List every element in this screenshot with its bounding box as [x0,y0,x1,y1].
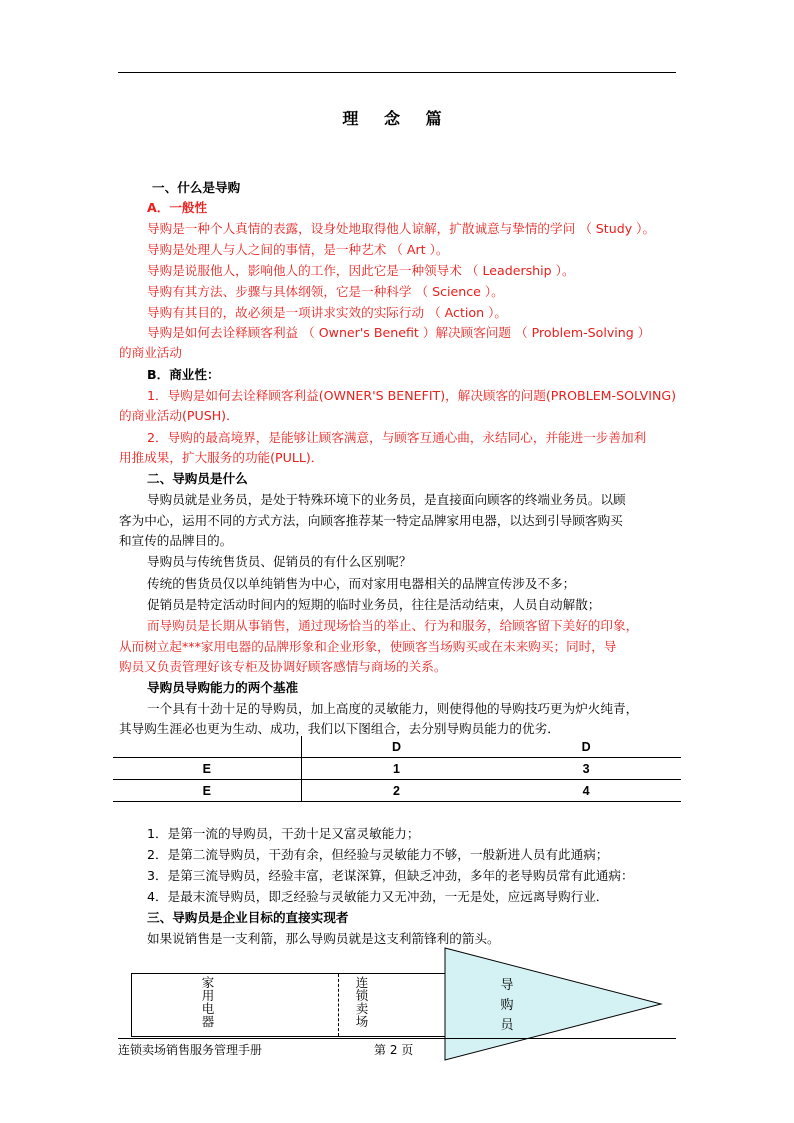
section1-a-line-1: 导购是一种个人真情的表露，设身处地取得他人谅解，扩散诚意与挚情的学问 （ Study ）。 [147,221,656,236]
ability-table-header-corner [113,736,301,758]
arrow-shaft-label-appliances: 家用电器 [201,975,215,1029]
ability-table [113,736,681,802]
section2-line-1: 导购员就是业务员，是处于特殊环境下的业务员，是直接面向顾客的终端业务员。以顾 [147,492,626,507]
section1-a-line-6: 导购是如何去诠释顾客利益 （ Owner's Benefit ）解决顾客问题 （ Problem-Solving ） [147,325,651,340]
arrow-head [444,947,664,1062]
arrow-shaft-divider [338,974,339,1036]
section2-line-3: 和宣传的品牌目的。 [119,533,233,548]
ability-table-cell: 3 [491,758,681,780]
section1-a-line-7: 的商业活动 [119,345,182,360]
section1-b-line-2: 的商业活动(PUSH)． [119,408,239,423]
section2-intro-2: 其导购生涯必也更为生动、成功，我们以下图组合，去分别导购员能力的优劣． [119,721,560,736]
section2-line-2: 客为中心，运用不同的方式方法，向顾客推荐某一特定品牌家用电器，以达到引导顾客购买 [119,513,623,528]
ability-table-header [113,736,681,758]
arrow-head-shape [445,948,661,1060]
arrow-head-label: 导购员 [500,978,514,1033]
header-rule [118,72,676,73]
section2-subheading: 导购员导购能力的两个基准 [147,680,299,695]
footer-page-number: 第 2 页 [374,1043,414,1057]
section1-a-line-5: 导购有其目的，故必须是一项讲求实效的实际行动 （ Action ）。 [147,305,507,320]
page-title: 理 念 篇 [342,109,452,128]
ability-table-row [113,758,681,780]
footer-manual-title: 连锁卖场销售服务管理手册 [118,1043,263,1057]
section1-heading: 一、什么是导购 [152,180,241,195]
section1-b-line-1: 1．导购是如何去诠释顾客利益(OWNER'S BENEFIT)，解决顾客的问题(PROBLEM-SOLVING) [147,388,677,403]
ability-table-header-d2: D [491,736,681,758]
section1-sub-b: B．商业性： [147,367,220,382]
level-item-3: 3．是第三流导购员，经验丰富，老谋深算，但缺乏冲劲，多年的老导购员常有此通病： [147,868,634,883]
section1-a-line-3: 导购是说服他人，影响他人的工作，因此它是一种领导术 （ Leadership ）。 [147,263,575,278]
section2-intro-1: 一个具有十劲十足的导购员，加上高度的灵敏能力，则使得他的导购技巧更为炉火纯青， [147,701,639,716]
footer-rule [118,1038,676,1039]
section1-a-line-2: 导购是处理人与人之间的事情，是一种艺术 （ Art ）。 [147,242,449,257]
section2-red-line-2: 从而树立起***家用电器的品牌形象和企业形象，使顾客当场购买或在未来购买；同时，导 [119,639,617,654]
ability-table-row-label: E [113,780,301,802]
section3-line: 如果说销售是一支利箭，那么导购员就是这支利箭锋利的箭头。 [147,931,500,946]
ability-table-row-label: E [113,758,301,780]
section3-heading: 三、导购员是企业目标的直接实现者 [147,910,349,925]
level-item-2: 2．是第二流导购员，干劲有余，但经验与灵敏能力不够，一般新进人员有此通病； [147,847,609,862]
section1-a-line-4: 导购有其方法、步骤与具体纲领，它是一种科学 （ Science ）。 [147,284,504,299]
section2-line-4: 导购员与传统售货员、促销员的有什么区别呢？ [147,554,412,569]
level-item-4: 4．是最末流导购员，即乏经验与灵敏能力又无冲劲，一无是处，应远离导购行业． [147,889,609,904]
section1-sub-a: A．一般性 [147,200,208,215]
section2-heading: 二、导购员是什么 [147,471,248,486]
section1-b-line-4: 用推成果，扩大服务的功能(PULL)． [119,450,324,465]
section1-b-line-3: 2．导购的最高境界，是能够让顾客满意，与顾客互通心曲，永结同心，并能进一步善加利 [147,430,647,445]
ability-table-cell: 1 [301,758,491,780]
ability-table-header-d1: D [301,736,491,758]
arrow-shaft-label-chain-store: 连锁卖场 [355,975,369,1029]
section2-line-6: 促销员是特定活动时间内的短期的临时业务员，往往是活动结束，人员自动解散； [147,597,601,612]
arrow-shaft [131,973,446,1037]
section2-red-line-3: 购员又负责管理好该专柜及协调好顾客感情与商场的关系。 [119,659,447,674]
level-item-1: 1．是第一流的导购员，干劲十足又富灵敏能力； [147,826,420,841]
ability-table-cell: 2 [301,780,491,802]
section2-red-line-1: 而导购员是长期从事销售，通过现场恰当的举止、行为和服务，给顾客留下美好的印象， [147,618,639,633]
section2-line-5: 传统的售货员仅以单纯销售为中心，而对家用电器相关的品牌宣传涉及不多； [147,576,576,591]
ability-table-cell: 4 [491,780,681,802]
ability-table-row [113,780,681,802]
